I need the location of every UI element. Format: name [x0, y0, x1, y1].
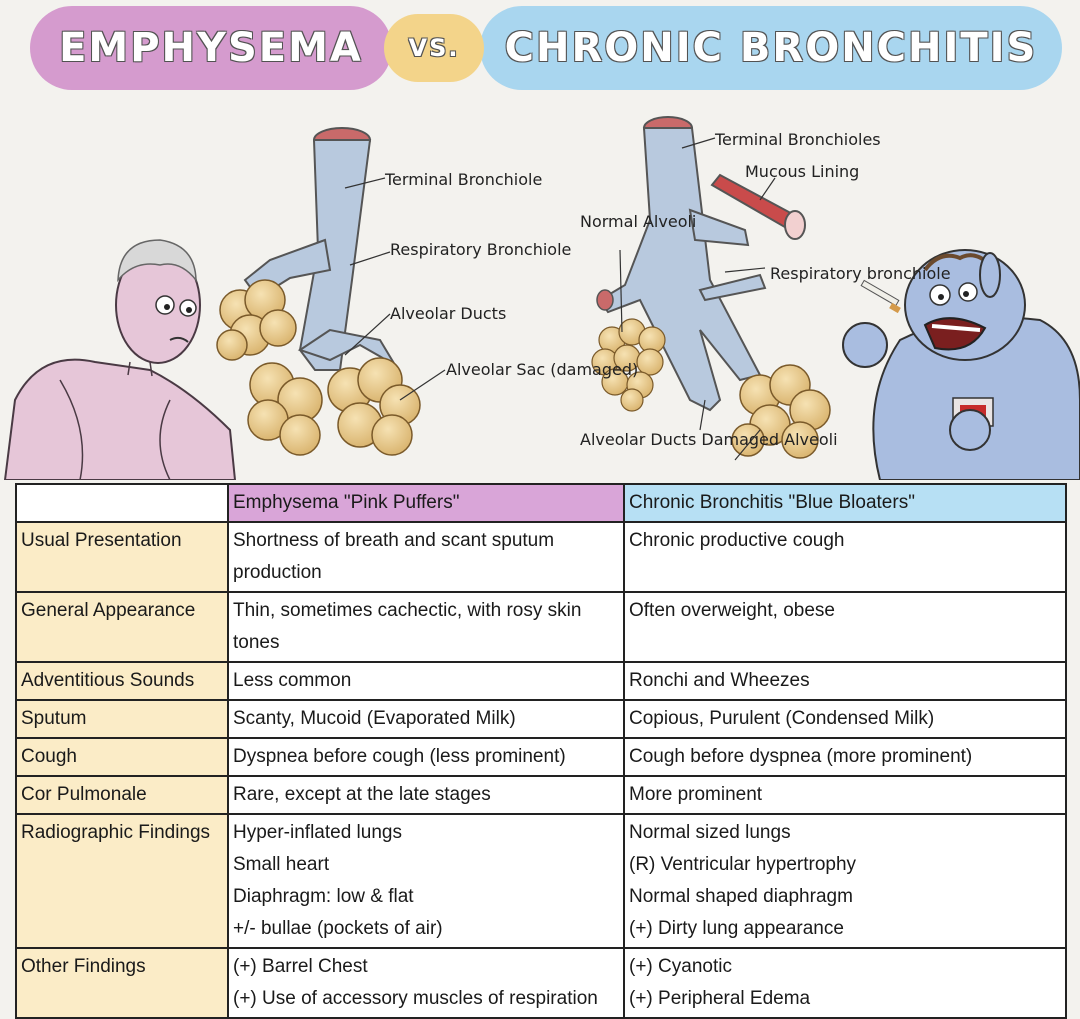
label-text: Terminal Bronchioles — [715, 130, 881, 149]
label-respiratory-bronchiole-right — [770, 264, 951, 283]
row-label: Other Findings — [16, 948, 228, 1018]
header-chronic-bronchitis: Chronic Bronchitis "Blue Bloaters" — [624, 484, 1066, 522]
table-header-row — [16, 484, 1066, 522]
cell-text: (+) Barrel Chest — [233, 956, 368, 977]
row-label: Sputum — [16, 700, 228, 738]
bronchitis-cell — [624, 738, 1066, 776]
emphysema-title: EMPHYSEMA — [59, 25, 363, 71]
row-label: Radiographic Findings — [16, 814, 228, 948]
label-terminal-bronchiole — [385, 170, 542, 189]
blue-bloater-figure — [843, 250, 1080, 480]
bronchitis-cell — [624, 776, 1066, 814]
label-text: Bronchiole — [486, 240, 572, 259]
label-normal-alveoli — [580, 212, 696, 231]
bronchitis-cell — [624, 662, 1066, 700]
table-row — [16, 662, 1066, 700]
table-row — [16, 522, 1066, 592]
label-text: Normal — [580, 212, 638, 231]
label-text: Terminal — [385, 170, 453, 189]
vs-label: VS. — [408, 34, 460, 62]
row-label: General Appearance — [16, 592, 228, 662]
illustration-area — [0, 100, 1080, 480]
label-text: Alveolar Ducts — [390, 304, 507, 323]
bronchitis-cell — [624, 948, 1066, 1018]
cell-text: Normal sized lungs — [629, 822, 791, 843]
cell-text: Ronchi and Wheezes — [629, 670, 810, 691]
emphysema-cell — [228, 662, 624, 700]
vs-pill — [384, 14, 484, 82]
label-text: bronchiole — [866, 264, 951, 283]
emphysema-cell — [228, 592, 624, 662]
label-text: Respiratory — [390, 240, 482, 259]
label-alveolar-ducts-right — [580, 430, 838, 449]
cell-text: Scanty, Mucoid (Evaporated Milk) — [233, 708, 516, 729]
bronchitis-cell — [624, 522, 1066, 592]
cell-text: Dyspnea before cough (less prominent) — [233, 746, 566, 767]
label-text: Respiratory — [770, 264, 862, 283]
label-text: Alveolar Ducts — [580, 430, 697, 449]
cell-text: (+) Peripheral Edema — [629, 988, 811, 1009]
table-row — [16, 738, 1066, 776]
cell-text: Less common — [233, 670, 352, 691]
label-mucous-lining — [745, 162, 859, 181]
chronic-bronchitis-title-pill — [480, 6, 1062, 90]
cell-text: Normal shaped diaphragm — [629, 886, 853, 907]
cell-text: Rare, except at the late stages — [233, 784, 491, 805]
chronic-bronchitis-title: CHRONIC BRONCHITIS — [504, 25, 1038, 71]
row-label: Adventitious Sounds — [16, 662, 228, 700]
label-alveolar-ducts-left — [390, 304, 506, 323]
cell-text: More prominent — [629, 784, 763, 805]
cell-text: Shortness of breath and scant sputum production — [233, 530, 555, 583]
row-label: Cor Pulmonale — [16, 776, 228, 814]
label-respiratory-bronchiole-left — [390, 240, 571, 259]
bronchitis-cell — [624, 700, 1066, 738]
table-row — [16, 776, 1066, 814]
cell-text: +/- bullae (pockets of air) — [233, 918, 443, 939]
table-row — [16, 948, 1066, 1018]
cell-text: Often overweight, obese — [629, 600, 835, 621]
cell-text: Chronic productive cough — [629, 530, 845, 551]
label-text: Damaged Alveoli — [701, 430, 838, 449]
illustration-svg — [0, 100, 1080, 480]
emphysema-cell — [228, 948, 624, 1018]
table-row — [16, 814, 1066, 948]
emphysema-cell — [228, 522, 624, 592]
row-label: Cough — [16, 738, 228, 776]
header-emphysema: Emphysema "Pink Puffers" — [228, 484, 624, 522]
cell-text: Small heart — [233, 854, 330, 875]
emphysema-cell — [228, 776, 624, 814]
cell-text: Diaphragm: low & flat — [233, 886, 414, 907]
bronchitis-cell — [624, 814, 1066, 948]
label-alveolar-sac — [446, 360, 638, 379]
table-row — [16, 700, 1066, 738]
cell-text: Hyper-inflated lungs — [233, 822, 402, 843]
row-label: Usual Presentation — [16, 522, 228, 592]
cell-text: Copious, Purulent (Condensed Milk) — [629, 708, 935, 729]
emphysema-title-pill — [30, 6, 392, 90]
label-text: Bronchiole — [457, 170, 543, 189]
label-text: Alveolar Sac — [446, 360, 546, 379]
label-terminal-bronchioles — [715, 130, 881, 149]
bronchitis-cell — [624, 592, 1066, 662]
label-text: Alveoli — [642, 212, 697, 231]
label-text: (damaged) — [550, 360, 639, 379]
cell-text: (+) Use of accessory muscles of respiration — [233, 988, 598, 1009]
cell-text: (R) Ventricular hypertrophy — [629, 854, 857, 875]
pink-puffer-figure — [5, 240, 235, 480]
emphysema-cell — [228, 814, 624, 948]
cell-text: Thin, sometimes cachectic, with rosy skin tones — [233, 600, 582, 653]
table-row — [16, 592, 1066, 662]
emphysema-cell — [228, 738, 624, 776]
cell-text: Cough before dyspnea (more prominent) — [629, 746, 973, 767]
cell-text: (+) Cyanotic — [629, 956, 732, 977]
comparison-table — [15, 483, 1067, 1019]
label-text: Mucous Lining — [745, 162, 860, 181]
cell-text: (+) Dirty lung appearance — [629, 918, 844, 939]
header-blank — [16, 484, 228, 522]
emphysema-cell — [228, 700, 624, 738]
